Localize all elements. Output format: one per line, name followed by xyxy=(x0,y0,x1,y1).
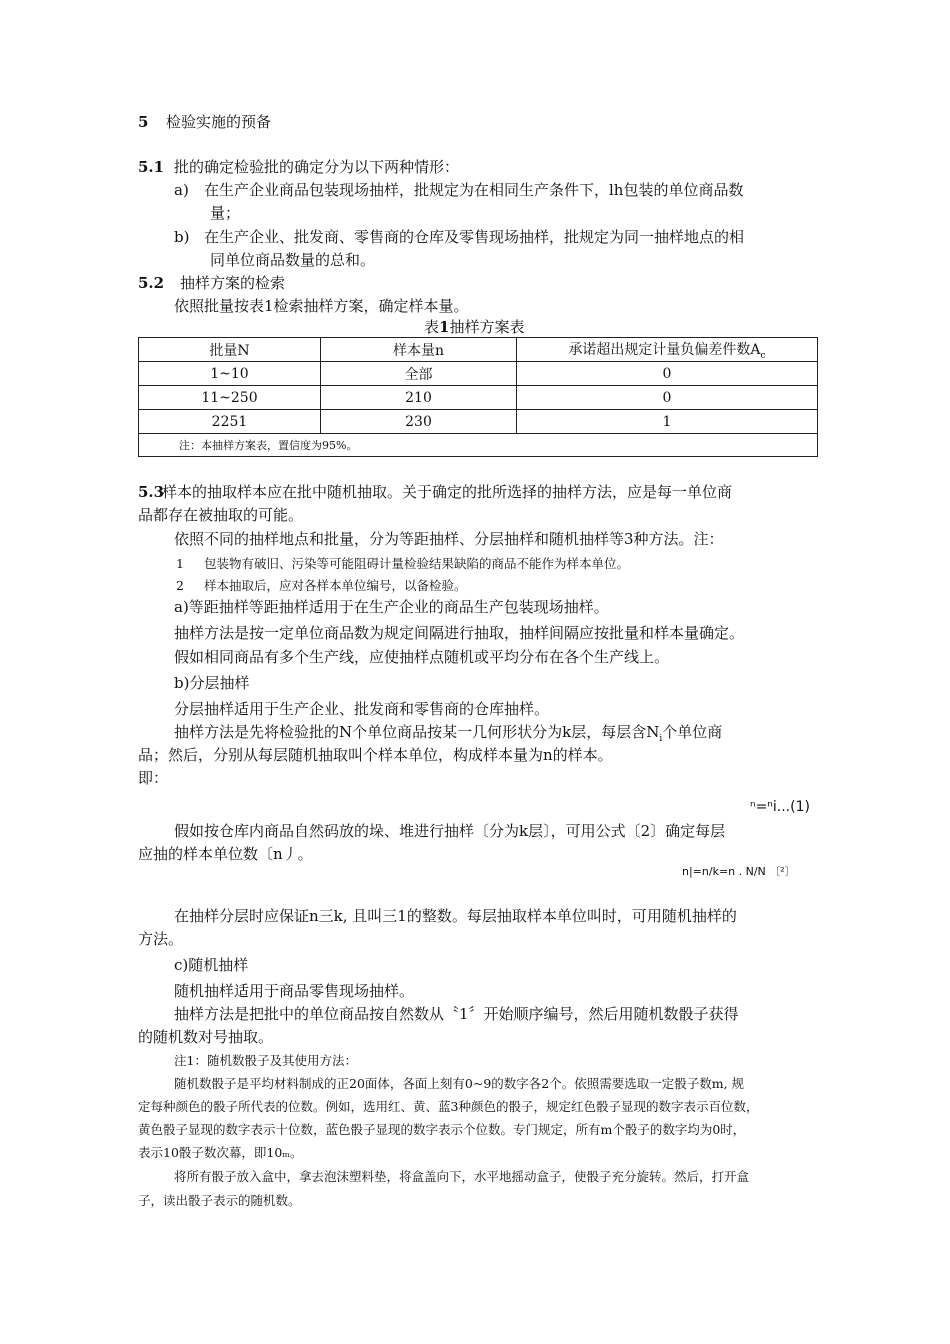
dice-note-line1: 随机数骰子是平均材料制成的正20面体，各面上刻有0~9的数字各2个。依照需要选取一定骰子数m, 规 xyxy=(174,1076,745,1091)
table-cell: 11~250 xyxy=(139,386,321,410)
method-b-p2-line2: 品；然后，分别从每层随机抽取叫个样本单位，构成样本量为n的样本。 xyxy=(138,746,613,764)
item-b-mark: b) xyxy=(174,228,190,246)
table-caption-prefix: 表 xyxy=(424,318,440,336)
header-lot-size: 批量N xyxy=(139,338,321,362)
section-5-3-line1: 样本的抽取样本应在批中随机抽取。关于确定的批所选择的抽样方法，应是每一单位商 xyxy=(162,483,733,501)
table-caption-text: 抽样方案表 xyxy=(449,318,525,336)
method-a-p2: 假如相同商品有多个生产线，应使抽样点随机或平均分布在各个生产线上。 xyxy=(174,648,670,666)
section-5-number: 5 xyxy=(138,113,149,131)
note-1-number: 1 xyxy=(176,556,184,571)
dice-usage-line1: 将所有骰子放入盒中，拿去泡沫塑料垫，将盒盖向下，水平地摇动盒子，使骰子充分旋转。然后，打开盒 xyxy=(174,1169,750,1184)
dice-note-line2: 定每种颜色的骰子所代表的位数。例如，选用红、黄、蓝3种颜色的骰子，规定红色骰子显现的数字表示百位数， xyxy=(138,1099,759,1114)
method-b-p2-part1: 抽样方法是先将检验批的N个单位商品按某一几何形状分为k层，每层含N xyxy=(174,723,660,741)
table-row xyxy=(139,410,818,434)
item-a-line2: 量； xyxy=(210,204,241,222)
table-note-row xyxy=(139,434,818,457)
method-b-p4-line2: 方法。 xyxy=(138,930,184,948)
formula-1: ⁿ=ⁿi...(1) xyxy=(750,799,810,815)
method-c-title: c)随机抽样 xyxy=(174,956,249,974)
dice-note-line3: 黄色骰子显现的数字表示十位数，蓝色骰子显现的数字表示个位数。专门规定，所有m个骰子的数字均为0时， xyxy=(138,1122,746,1137)
sampling-plan-table xyxy=(138,337,818,457)
table-row xyxy=(139,362,818,386)
note-2-text: 样本抽取后，应对各样本单位编号，以备检验。 xyxy=(204,578,467,593)
table-caption xyxy=(424,320,524,335)
dice-usage-line2: 子，读出骰子表示的随机数。 xyxy=(138,1193,301,1208)
header-acceptance-number xyxy=(517,338,818,362)
section-5-3-line2: 品都存在被抽取的可能。 xyxy=(138,506,304,524)
method-c-p2-line1: 抽样方法是把批中的单位商品按自然数从〝1〞开始顺序编号，然后用随机数骰子获得 xyxy=(174,1005,739,1023)
section-5-2-number: 5.2 xyxy=(138,274,165,292)
note-1-text: 包装物有破旧、污染等可能阻碍计量检验结果缺陷的商品不能作为样本单位。 xyxy=(204,556,630,571)
section-5-title: 检验实施的预备 xyxy=(166,113,272,131)
method-c-p2-line2: 的随机数对号抽取。 xyxy=(138,1028,274,1046)
method-a-title: a)等距抽样等距抽样适用于在生产企业的商品生产包装现场抽样。 xyxy=(174,598,609,616)
table-cell: 0 xyxy=(517,362,818,386)
section-5-2-title: 抽样方案的检索 xyxy=(180,274,286,292)
header-acceptance-text: 承诺超出规定计量负偏差件数A xyxy=(568,341,761,358)
method-b-p2-part2: 个单位商 xyxy=(662,723,723,741)
method-a-p1: 抽样方法是按一定单位商品数为规定间隔进行抽取，抽样间隔应按批量和样本量确定。 xyxy=(174,624,745,642)
header-acceptance-sub: c xyxy=(760,350,766,361)
method-b-p3-line1: 假如按仓库内商品自然码放的垛、堆进行抽样〔分为k层〕，可用公式〔2〕确定每层 xyxy=(174,822,726,840)
method-b-p2-sub: i xyxy=(659,734,663,744)
table-header-row xyxy=(139,338,818,362)
item-a-mark: a) xyxy=(174,181,189,199)
item-b-line1: 在生产企业、批发商、零售商的仓库及零售现场抽样，批规定为同一抽样地点的相 xyxy=(204,228,745,246)
table-cell: 全部 xyxy=(321,362,517,386)
section-5-1-number: 5.1 xyxy=(138,158,165,176)
header-sample-size: 样本量n xyxy=(321,338,517,362)
section-5-1-text: 批的确定检验批的确定分为以下两种情形： xyxy=(174,158,460,176)
methods-intro: 依照不同的抽样地点和批量，分为等距抽样、分层抽样和随机抽样等3种方法。注： xyxy=(174,530,724,548)
method-b-p1: 分层抽样适用于生产企业、批发商和零售商的仓库抽样。 xyxy=(174,700,550,718)
method-b-p4-line1: 在抽样分层时应保证n三k, 且叫三1的整数。每层抽取样本单位叫时，可用随机抽样的 xyxy=(174,907,737,925)
table-caption-number: 1 xyxy=(439,318,450,336)
table-cell: 0 xyxy=(517,386,818,410)
method-b-title: b)分层抽样 xyxy=(174,674,250,692)
method-b-p3-line2: 应抽的样本单位数〔n丿。 xyxy=(138,845,313,863)
method-c-p1: 随机抽样适用于商品零售现场抽样。 xyxy=(174,982,415,1000)
section-5-2-text: 依照批量按表1检索抽样方案，确定样本量。 xyxy=(174,297,469,315)
table-cell: 230 xyxy=(321,410,517,434)
note-2-number: 2 xyxy=(176,578,184,593)
table-cell: 2251 xyxy=(139,410,321,434)
item-a-line1: 在生产企业商品包装现场抽样，批规定为在相同生产条件下，lh包装的单位商品数 xyxy=(204,181,744,199)
dice-note-line4: 表示10骰子数次幕，即10ₘ。 xyxy=(138,1145,303,1160)
method-b-ie: 即： xyxy=(138,769,169,787)
table-note: 注：本抽样方案表，置信度为95%。 xyxy=(139,434,818,457)
item-b-line2: 同单位商品数量的总和。 xyxy=(210,251,376,269)
table-row xyxy=(139,386,818,410)
table-cell: 210 xyxy=(321,386,517,410)
table-cell: 1~10 xyxy=(139,362,321,386)
section-5-3-number: 5.3 xyxy=(138,483,165,501)
table-cell: 1 xyxy=(517,410,818,434)
formula-2: n|=n/k=n . N/N 〔²〕 xyxy=(682,865,796,878)
dice-note-title: 注1：随机数骰子及其使用方法： xyxy=(174,1053,357,1068)
method-b-p2-line1 xyxy=(174,725,722,744)
